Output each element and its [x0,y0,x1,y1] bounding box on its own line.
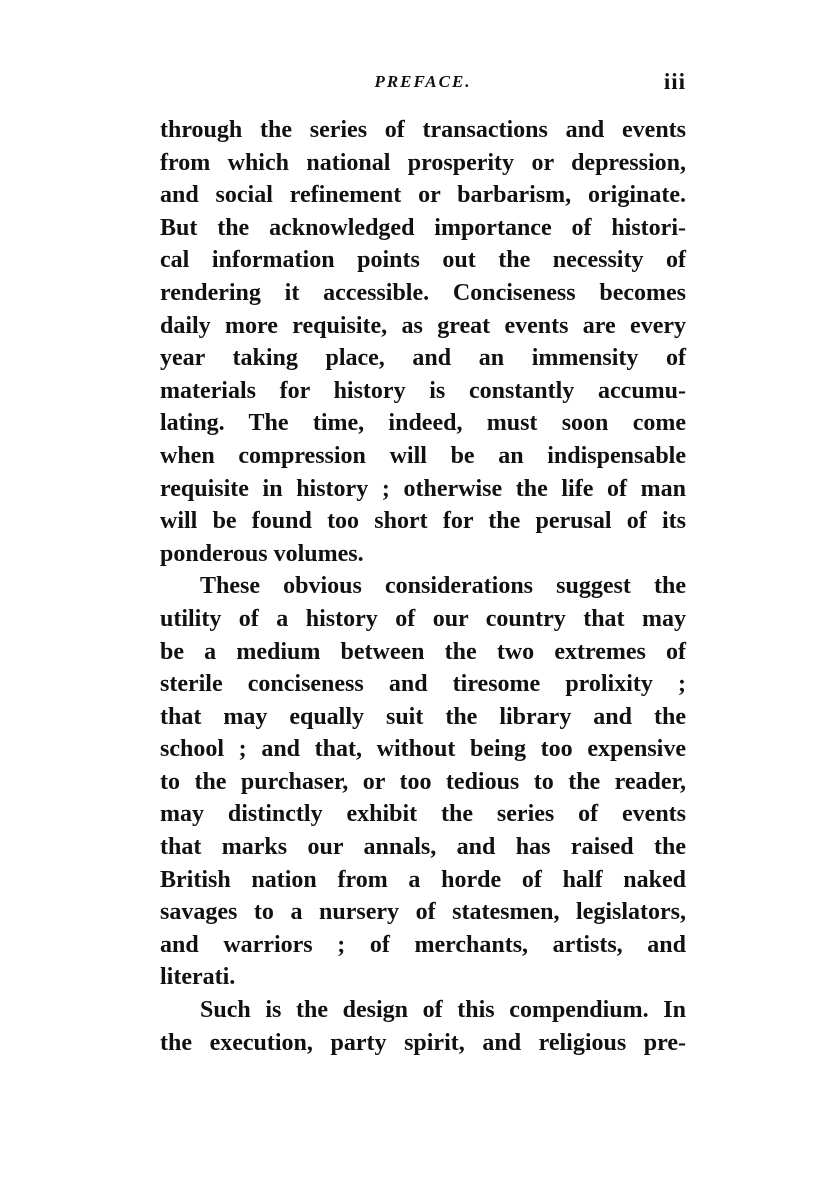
text-line: be a medium between the two extremes of [160,638,686,665]
text-line: literati. [160,964,236,991]
text-line: materials for history is constantly accumu- [160,377,686,404]
text-line: and social refinement or barbarism, originate. [160,182,686,209]
text-line: year taking place, and an immensity of [160,345,686,372]
text-line: requisite in history ; otherwise the life of man [160,475,686,502]
text-line: and warriors ; of merchants, artists, and [160,931,686,958]
text-line: lating. The time, indeed, must soon come [160,410,686,437]
text-line: Such is the design of this compendium. In [200,997,686,1024]
page-number: iii [663,69,686,94]
text-line: But the acknowledged importance of histori- [160,214,686,241]
text-line: will be found too short for the perusal of its [160,508,686,535]
text-line: when compression will be an indispensable [160,442,686,469]
text-line: school ; and that, without being too expensive [160,736,686,763]
text-line: ponderous volumes. [160,540,364,567]
text-line: savages to a nursery of statesmen, legislators, [160,899,686,926]
text-line: the execution, party spirit, and religious pre- [160,1029,686,1056]
text-line: rendering it accessible. Conciseness becomes [160,279,686,306]
paragraph [160,994,686,1059]
text-line: cal information points out the necessity of [160,247,686,274]
running-title: PREFACE. [374,72,472,91]
text-line: may distinctly exhibit the series of events [160,801,686,828]
text-line: daily more requisite, as great events are every [160,312,686,339]
text-line: from which national prosperity or depression, [160,149,686,176]
text-line: British nation from a horde of half naked [160,866,686,893]
body-text [160,114,686,1059]
text-line: to the purchaser, or too tedious to the reader, [160,768,686,795]
paragraph [160,570,686,994]
text-line: that may equally suit the library and the [160,703,686,730]
text-line: sterile conciseness and tiresome prolixity ; [160,671,686,698]
text-line: These obvious considerations suggest the [200,573,686,600]
paragraph [160,114,686,570]
text-line: through the series of transactions and events [160,117,686,143]
running-head [160,69,686,102]
text-line: utility of a history of our country that may [160,605,686,632]
text-line: that marks our annals, and has raised the [160,834,686,861]
